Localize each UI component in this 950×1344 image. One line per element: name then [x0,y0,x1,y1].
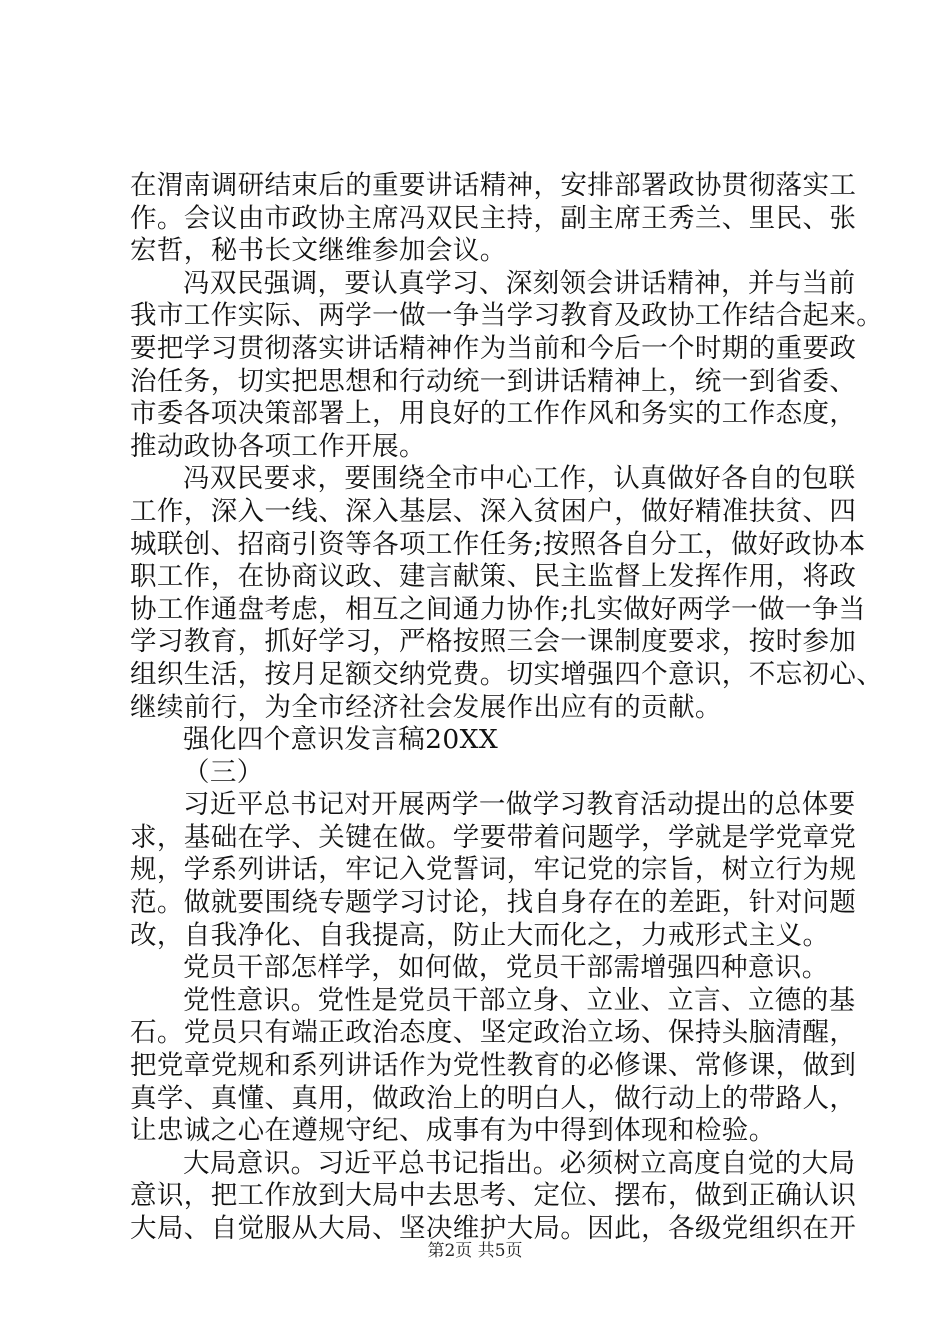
text-line: 求，基础在学、关键在做。学要带着问题学，学就是学党章党 [130,821,857,853]
text-line: 城联创、招商引资等各项工作任务;按照各自分工，做好政协本 [130,528,866,560]
text-line: 冯双民要求，要围绕全市中心工作，认真做好各自的包联 [183,463,856,495]
text-line: 大局意识。习近平总书记指出。必须树立高度自觉的大局 [183,1147,856,1179]
text-line: 继续前行，为全市经济社会发展作出应有的贡献。 [130,691,722,723]
text-line: 党性意识。党性是党员干部立身、立业、立言、立德的基 [183,984,856,1016]
page-footer: 第2页 共5页 [427,1241,523,1261]
text-line: （三） [183,756,264,788]
text-line: 真学、真懂、真用，做政治上的明白人，做行动上的带路人， [130,1082,857,1114]
text-line: 范。做就要围绕专题学习讨论，找自身存在的差距，针对问题 [130,887,857,919]
text-line: 我市工作实际、两学一做一争当学习教育及政协工作结合起来。 [130,300,884,332]
text-line: 党员干部怎样学，如何做，党员干部需增强四种意识。 [183,952,829,984]
text-line: 推动政协各项工作开展。 [130,430,426,462]
text-line: 让忠诚之心在遵规守纪、成事有为中得到体现和检验。 [130,1115,776,1147]
text-line: 要把学习贯彻落实讲话精神作为当前和今后一个时期的重要政 [130,332,857,364]
text-line: 治任务，切实把思想和行动统一到讲话精神上，统一到省委、 [130,365,857,397]
text-line: 在渭南调研结束后的重要讲话精神，安排部署政协贯彻落实工 [130,170,857,201]
text-line: 工作，深入一线、深入基层、深入贫困户，做好精准扶贫、四 [130,495,857,527]
text-line: 石。党员只有端正政治态度、坚定政治立场、保持头脑清醒， [130,1017,857,1049]
text-line: 学习教育，抓好学习，严格按照三会一课制度要求，按时参加 [130,626,857,658]
text-line: 意识，把工作放到大局中去思考、定位、摆布，做到正确认识 [130,1180,857,1212]
text-line: 职工作，在协商议政、建言献策、民主监督上发挥作用，将政 [130,561,857,593]
text-line: 把党章党规和系列讲话作为党性教育的必修课、常修课，做到 [130,1050,857,1082]
text-line: 大局、自觉服从大局、坚决维护大局。因此，各级党组织在开 [130,1213,857,1244]
text-line: 习近平总书记对开展两学一做学习教育活动提出的总体要 [183,789,856,821]
text-line: 作。会议由市政协主席冯双民主持，副主席王秀兰、里民、张 [130,202,857,234]
text-line: 规，学系列讲话，牢记入党誓词，牢记党的宗旨，树立行为规 [130,854,857,886]
text-line: 强化四个意识发言稿20XX [183,724,499,756]
text-line: 协工作通盘考虑，相互之间通力协作;扎实做好两学一做一争当 [130,593,866,625]
text-line: 宏哲，秘书长文继维参加会议。 [130,235,507,267]
text-line: 改，自我净化、自我提高，防止大而化之，力戒形式主义。 [130,919,830,951]
text-line: 市委各项决策部署上，用良好的工作作风和务实的工作态度， [130,398,857,430]
text-line: 组织生活，按月足额交纳党费。切实增强四个意识，不忘初心、 [130,658,884,690]
text-line: 冯双民强调，要认真学习、深刻领会讲话精神，并与当前 [183,267,856,299]
document-body [130,170,884,1246]
